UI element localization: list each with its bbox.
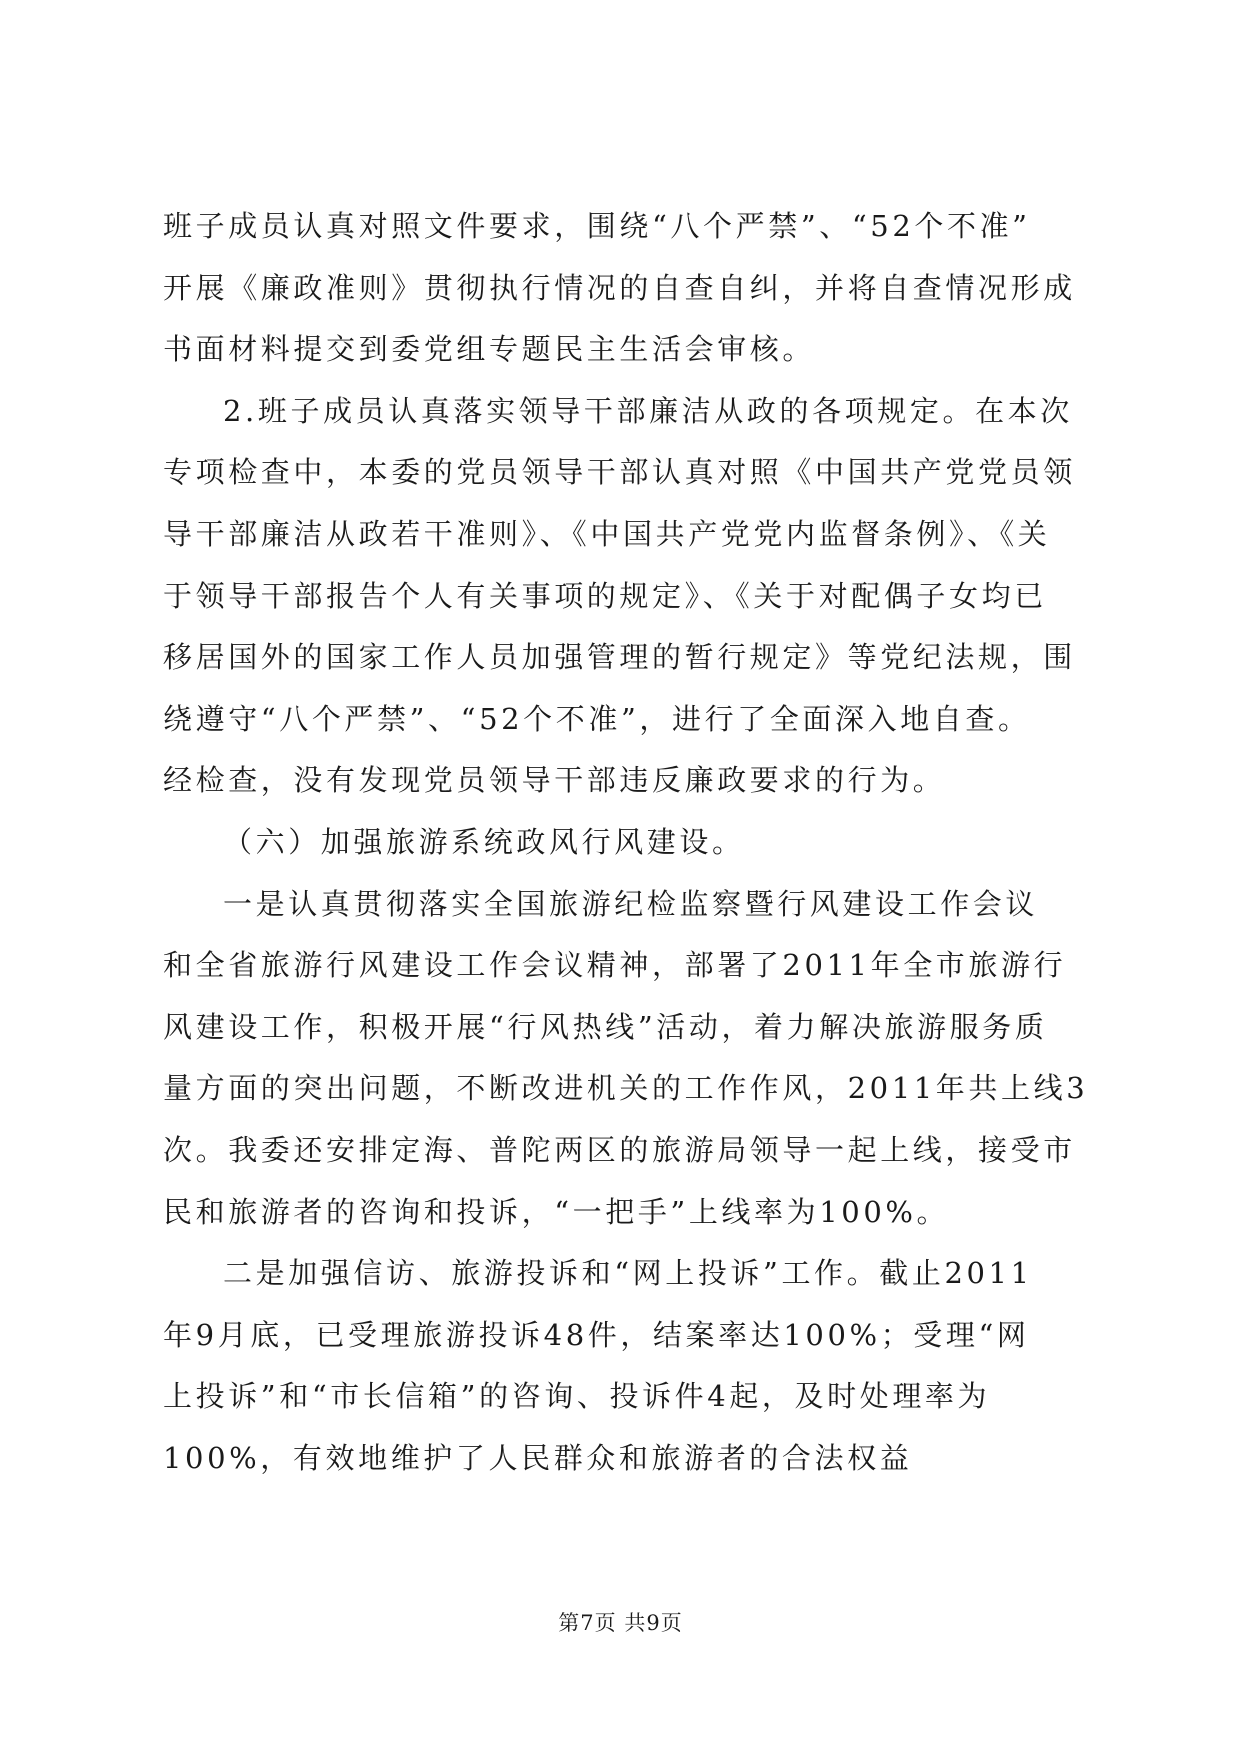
text-line: 开展《廉政准则》贯彻执行情况的自查自纠，并将自查情况形成 <box>163 270 1076 305</box>
text-line: 于领导干部报告个人有关事项的规定》、《关于对配偶子女均已 <box>163 578 1047 613</box>
text-line: 上投诉”和“市长信箱”的咨询、投诉件4起，及时处理率为 <box>163 1379 991 1414</box>
text-line: 经检查，没有发现党员领导干部违反廉政要求的行为。 <box>163 763 946 798</box>
text-line: 书面材料提交到委党组专题民主生活会审核。 <box>163 332 816 367</box>
text-line: 量方面的突出问题，不断改进机关的工作作风，2011年共上线3 <box>163 1071 1089 1106</box>
text-line: 民和旅游者的咨询和投诉，“一把手”上线率为100%。 <box>163 1194 950 1229</box>
text-line: 100%，有效地维护了人民群众和旅游者的合法权益 <box>163 1440 913 1475</box>
text-line: 年9月底，已受理旅游投诉48件，结案率达100%；受理“网 <box>163 1317 1030 1352</box>
text-line: 2.班子成员认真落实领导干部廉洁从政的各项规定。在本次 <box>223 393 1073 428</box>
text-line: 绕遵守“八个严禁”、“52个不准”，进行了全面深入地自查。 <box>163 701 1031 736</box>
text-line: 风建设工作，积极开展“行风热线”活动，着力解决旅游服务质 <box>163 1009 1048 1044</box>
text-line: （六）加强旅游系统政风行风建设。 <box>223 824 745 859</box>
text-line: 移居国外的国家工作人员加强管理的暂行规定》等党纪法规，围 <box>163 640 1076 675</box>
text-line: 专项检查中，本委的党员领导干部认真对照《中国共产党党员领 <box>163 455 1076 490</box>
body-text <box>163 196 1089 1489</box>
text-line: 和全省旅游行风建设工作会议精神，部署了2011年全市旅游行 <box>163 948 1067 983</box>
text-line: 次。我委还安排定海、普陀两区的旅游局领导一起上线，接受市 <box>163 1132 1076 1167</box>
text-line: 一是认真贯彻落实全国旅游纪检监察暨行风建设工作会议 <box>223 886 1039 921</box>
page-footer: 第7页 共9页 <box>558 1611 683 1635</box>
text-line: 班子成员认真对照文件要求，围绕“八个严禁”、“52个不准” <box>163 209 1031 243</box>
text-line: 导干部廉洁从政若干准则》、《中国共产党党内监督条例》、《关 <box>163 516 1051 551</box>
text-line: 二是加强信访、旅游投诉和“网上投诉”工作。截止2011 <box>223 1256 1033 1291</box>
